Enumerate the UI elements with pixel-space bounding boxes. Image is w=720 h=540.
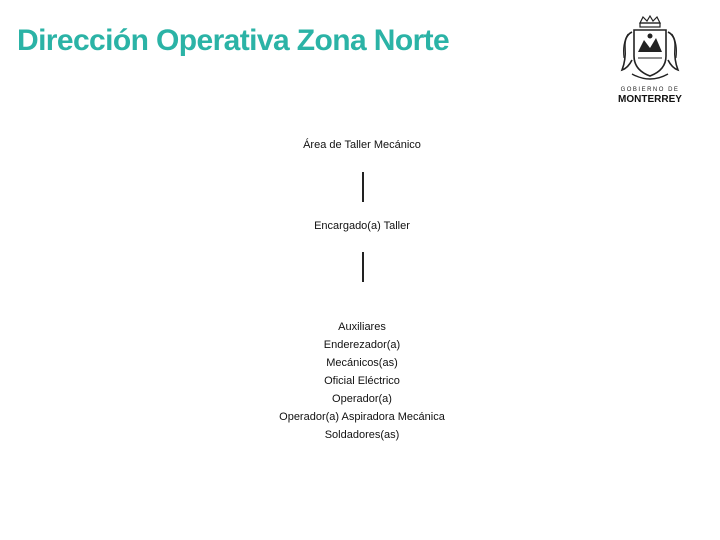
- staff-item: Enderezador(a): [323, 339, 401, 351]
- org-node-area: Área de Taller Mecánico: [303, 139, 421, 151]
- org-staff-list: [160, 318, 564, 444]
- staff-item: Operador(a) Aspiradora Mecánica: [279, 411, 445, 423]
- logo-line2: MONTERREY: [618, 94, 682, 105]
- staff-item: Soldadores(as): [324, 429, 400, 441]
- org-connector-line: [362, 252, 364, 282]
- page-title: Dirección Operativa Zona Norte: [17, 24, 450, 57]
- staff-item: Oficial Eléctrico: [324, 375, 400, 387]
- logo-line1: GOBIERNO DE: [620, 87, 680, 93]
- org-node-manager: Encargado(a) Taller: [314, 220, 410, 232]
- staff-item: Mecánicos(as): [326, 357, 398, 369]
- staff-item: Operador(a): [332, 393, 392, 405]
- org-connector-line: [362, 172, 364, 202]
- staff-item: Auxiliares: [338, 321, 386, 333]
